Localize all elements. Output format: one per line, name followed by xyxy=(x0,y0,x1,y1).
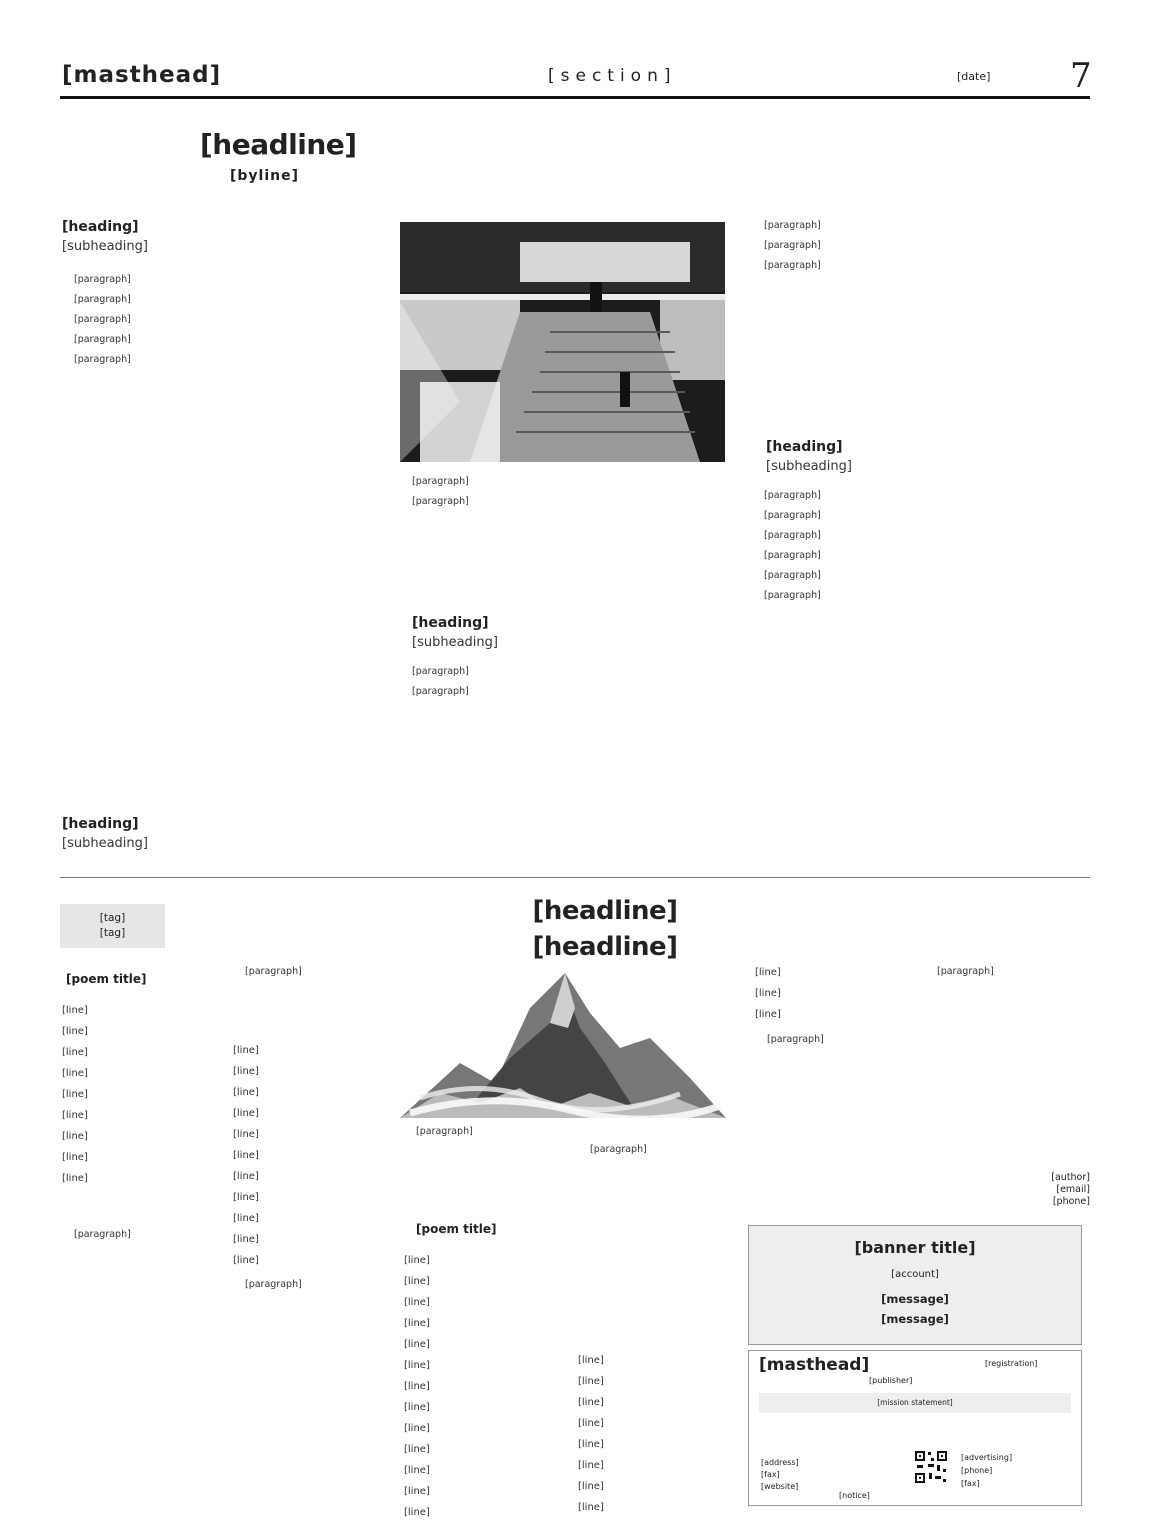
bottom-col6-body xyxy=(925,962,1083,1162)
poem-line: [line] xyxy=(233,1108,259,1119)
col2-heading-ko: [subheading] xyxy=(412,635,498,650)
col3-heading xyxy=(766,438,1076,476)
poem-line: [line] xyxy=(233,1045,259,1056)
imprint-adv-line: [phone] xyxy=(961,1466,993,1475)
poem-line: [line] xyxy=(404,1360,430,1371)
poem-line: [line] xyxy=(233,1213,259,1224)
poem-line: [line] xyxy=(404,1507,430,1518)
poem-line: [line] xyxy=(404,1339,430,1350)
paragraph: [paragraph] xyxy=(412,686,469,697)
col1-heading-2 xyxy=(62,815,382,853)
col3-body-2 xyxy=(752,486,1082,862)
poem-line: [line] xyxy=(233,1255,259,1266)
poem-line: [line] xyxy=(62,1152,88,1163)
paragraph: [paragraph] xyxy=(412,476,469,487)
poem1-title: [poem title] xyxy=(66,972,147,986)
sub-title: [byline] xyxy=(230,168,300,184)
poem-line: [line] xyxy=(404,1444,430,1455)
paragraph: [paragraph] xyxy=(74,314,131,325)
paragraph: [paragraph] xyxy=(412,496,469,507)
poem-line: [line] xyxy=(62,1173,88,1184)
poem-line: [line] xyxy=(233,1066,259,1077)
poem-line: [line] xyxy=(578,1418,604,1429)
poem-line: [line] xyxy=(404,1318,430,1329)
imprint-website-link[interactable]: [website] xyxy=(761,1482,799,1491)
poem-line: [line] xyxy=(578,1355,604,1366)
paragraph: [paragraph] xyxy=(74,334,131,345)
col1-heading2-jp: [heading] xyxy=(62,816,139,832)
imprint-registration: [registration] xyxy=(985,1359,1038,1368)
imprint-mission: [mission statement] xyxy=(759,1393,1071,1413)
paragraph: [paragraph] xyxy=(74,294,131,305)
poem-right-lines xyxy=(578,1350,604,1518)
col5-top-lines xyxy=(755,962,781,1025)
poem-line: [line] xyxy=(404,1423,430,1434)
poem-line: [line] xyxy=(62,1068,88,1079)
paragraph: [paragraph] xyxy=(764,510,821,521)
imprint-advertising xyxy=(961,1451,1012,1490)
col1-heading-jp: [heading] xyxy=(62,219,139,235)
col2-body xyxy=(400,472,725,602)
poem-line: [line] xyxy=(578,1397,604,1408)
imprint-adv-line: [fax] xyxy=(961,1479,980,1488)
author-name: [author] xyxy=(1051,1172,1090,1183)
bottom-col2-top xyxy=(233,962,391,1022)
bottom-col1-body xyxy=(62,1225,220,1515)
bottom-col5-body xyxy=(755,1030,913,1216)
poem-line: [line] xyxy=(62,1005,88,1016)
col3-body xyxy=(752,216,1082,426)
poem-line: [line] xyxy=(62,1047,88,1058)
paragraph: [paragraph] xyxy=(412,666,469,677)
imprint-address-line: [address] xyxy=(761,1458,799,1467)
photo-staircase xyxy=(400,222,725,462)
col1-body xyxy=(62,270,384,800)
paragraph: [paragraph] xyxy=(590,1144,647,1155)
paragraph: [paragraph] xyxy=(764,570,821,581)
paragraph: [paragraph] xyxy=(764,590,821,601)
poem-line: [line] xyxy=(62,1110,88,1121)
series-tag-line2: [tag] xyxy=(99,927,126,939)
donation-banner xyxy=(748,1225,1082,1345)
paragraph: [paragraph] xyxy=(74,1229,131,1240)
bottom-title-line2: [headline] xyxy=(532,932,678,962)
paragraph: [paragraph] xyxy=(764,530,821,541)
poem-line: [line] xyxy=(233,1234,259,1245)
bottom-title xyxy=(300,893,910,965)
poem-line: [line] xyxy=(404,1297,430,1308)
paragraph: [paragraph] xyxy=(74,354,131,365)
poem-line: [line] xyxy=(404,1402,430,1413)
banner-account: [account] xyxy=(891,1269,939,1280)
banner-message: [message] xyxy=(881,1312,949,1326)
poem-line: [line] xyxy=(755,1009,781,1020)
date: [date] xyxy=(957,70,991,83)
poem-line: [line] xyxy=(62,1089,88,1100)
imprint-footer: [notice] xyxy=(839,1491,870,1500)
bottom-col3-body xyxy=(404,1122,562,1208)
col1-heading-ko: [subheading] xyxy=(62,239,148,254)
series-tag-line1: [tag] xyxy=(99,912,126,924)
paragraph: [paragraph] xyxy=(764,490,821,501)
poem-line: [line] xyxy=(578,1460,604,1471)
poem-mid-title: [poem title] xyxy=(416,1222,497,1236)
bottom-title-line1: [headline] xyxy=(532,896,678,926)
poem-line: [line] xyxy=(578,1502,604,1513)
poem-line: [line] xyxy=(755,967,781,978)
col2-body-2 xyxy=(400,662,725,862)
series-tag xyxy=(60,904,165,948)
banner-message: [message] xyxy=(881,1292,949,1306)
poem-line: [line] xyxy=(404,1465,430,1476)
poem-line: [line] xyxy=(62,1026,88,1037)
page-number: 7 xyxy=(1070,56,1092,96)
bottom-col2-body xyxy=(233,1275,391,1515)
masthead: [masthead] xyxy=(62,62,222,88)
mountain-illustration xyxy=(400,968,726,1118)
author-phone: [phone] xyxy=(1052,1196,1090,1207)
col2-heading xyxy=(412,614,722,652)
paragraph: [paragraph] xyxy=(416,1126,473,1137)
poem-line: [line] xyxy=(62,1131,88,1142)
col1-heading xyxy=(62,218,382,256)
poem-line: [line] xyxy=(404,1255,430,1266)
section-divider xyxy=(60,877,1090,878)
col1-heading2-ko: [subheading] xyxy=(62,836,148,851)
imprint-address xyxy=(761,1457,799,1493)
poem-line: [line] xyxy=(233,1129,259,1140)
paragraph: [paragraph] xyxy=(767,1034,824,1045)
poem-line: [line] xyxy=(233,1171,259,1182)
poem-line: [line] xyxy=(755,988,781,999)
poem-line: [line] xyxy=(578,1376,604,1387)
author-email: [email] xyxy=(1056,1184,1090,1195)
col3-heading-jp: [heading] xyxy=(766,439,843,455)
poem1-lines xyxy=(62,1000,88,1189)
imprint-publisher: [publisher] xyxy=(869,1376,913,1385)
top-rule xyxy=(60,96,1090,99)
main-title: [headline] xyxy=(200,128,357,161)
poem-line: [line] xyxy=(578,1481,604,1492)
poem-line: [line] xyxy=(233,1150,259,1161)
paragraph: [paragraph] xyxy=(74,274,131,285)
col2-heading-jp: [heading] xyxy=(412,615,489,631)
author-block xyxy=(940,1172,1090,1208)
paragraph: [paragraph] xyxy=(764,240,821,251)
poem-line: [line] xyxy=(404,1276,430,1287)
poem-line: [line] xyxy=(233,1087,259,1098)
paragraph: [paragraph] xyxy=(245,966,302,977)
poem-mid-lines xyxy=(404,1250,430,1523)
col3-heading-ko: [subheading] xyxy=(766,459,852,474)
paragraph: [paragraph] xyxy=(764,260,821,271)
poem2-lines xyxy=(233,1040,259,1271)
imprint-adv-line: [advertising] xyxy=(961,1453,1013,1462)
qr-code-icon[interactable] xyxy=(913,1449,949,1485)
poem-line: [line] xyxy=(404,1381,430,1392)
section-label: [section] xyxy=(548,66,677,86)
poem-line: [line] xyxy=(578,1439,604,1450)
poem-line: [line] xyxy=(404,1486,430,1497)
banner-title: [banner title] xyxy=(854,1238,976,1257)
paragraph: [paragraph] xyxy=(937,966,994,977)
bottom-col4-body xyxy=(578,1140,736,1340)
imprint-logo: [masthead] xyxy=(759,1355,870,1375)
paragraph: [paragraph] xyxy=(764,550,821,561)
poem-line: [line] xyxy=(233,1192,259,1203)
imprint-box xyxy=(748,1350,1082,1506)
paragraph: [paragraph] xyxy=(245,1279,302,1290)
imprint-address-line: [fax] xyxy=(761,1470,780,1479)
paragraph: [paragraph] xyxy=(764,220,821,231)
